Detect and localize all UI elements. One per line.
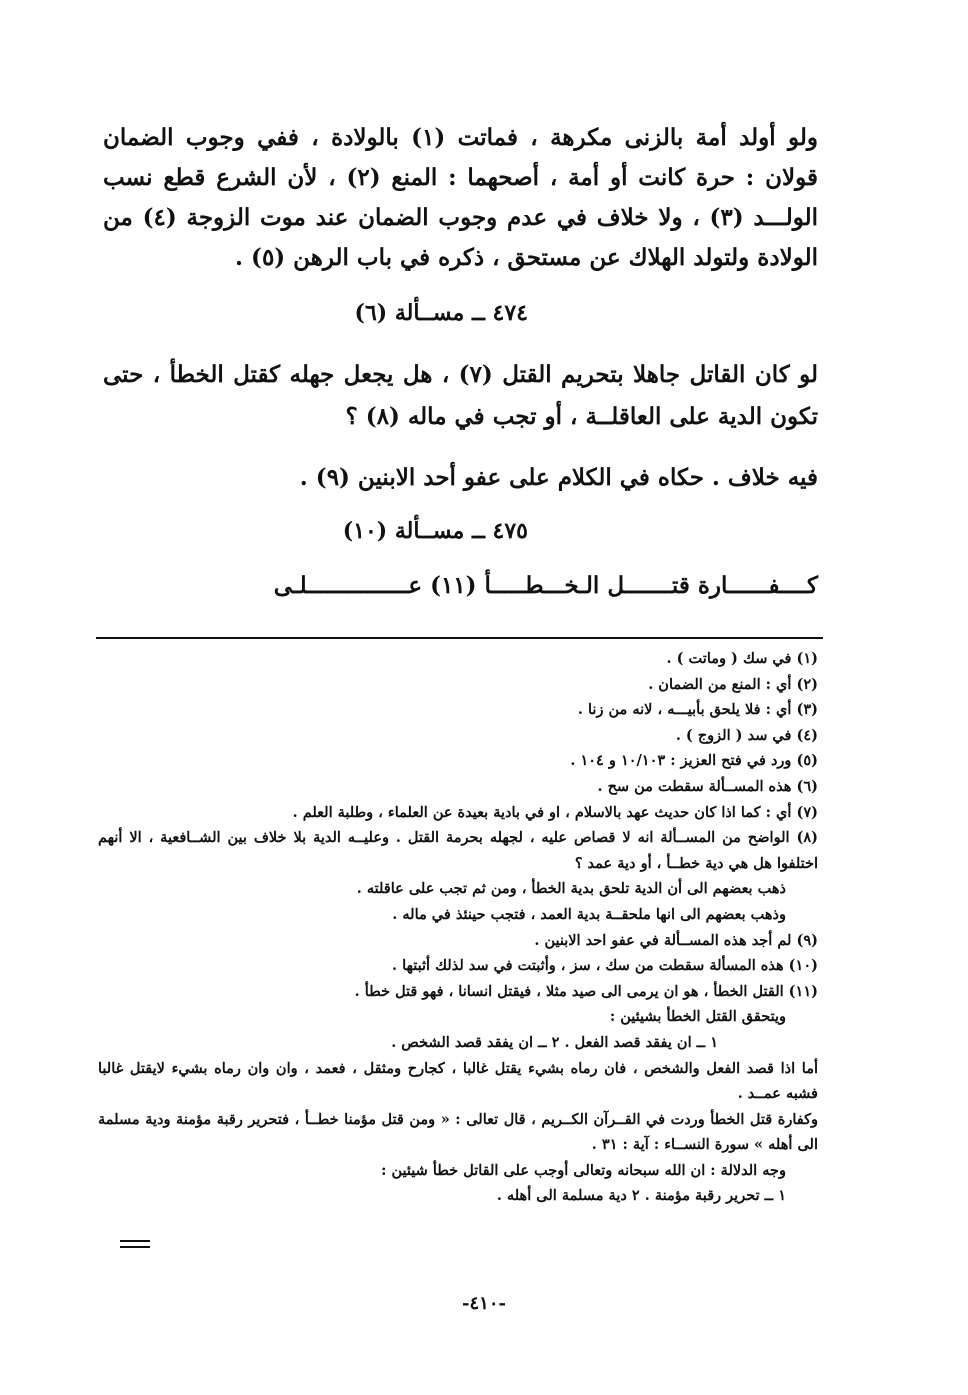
paragraph-ignorant-killer: لو كان القاتل جاهلا بتحريم القتل (٧) ، هل يجعل جهله كقتل الخطأ ، حتى تكون الدية على العاقلــة ، أو تجب في ماله (٨) ؟ (103, 361, 818, 430)
footnote-item: وجه الدلالة : ان الله سبحانه وتعالى أوجب على القاتل خطأ شيئين : (381, 1161, 786, 1179)
footnote-item: وذهب بعضهم الى انها ملحقــة بدية العمد ، فتجب حينئذ في ماله . (392, 905, 786, 923)
footnote-item: (٥) ورد في فتح العزيز : ١٠/١٠٣ و ١٠٤ . (570, 752, 818, 770)
footnote-separator (96, 637, 823, 639)
footnote-item: (٩) لم أجد هذه المســألة في عفو احد الابنين . (534, 931, 818, 949)
paragraph-disagreement: فيه خلاف . حكاه في الكلام على عفو أحد الابنين (٩) . (299, 464, 818, 491)
footnote-item: (١) في سك ( وماتت ) . (666, 650, 818, 667)
page-number: -٤١٠- (462, 1293, 506, 1314)
footnote-item: ذهب بعضهم الى أن الدية تلحق بدية الخطأ ، ومن ثم تجب على عاقلته . (356, 880, 786, 898)
expiation-title-line: كــــفــــــارة قتـــــــل الـخـــطـــــأ (١١) عـــــــــــــــلـى (273, 572, 818, 599)
footnote-item: وكفارة قتل الخطأ وردت في القــرآن الكــريم ، قال تعالى : « ومن قتل مؤمنا خطــأ ، فتحرير رقبة مؤمنة ودية مسلمة الى أهله » سورة النســاء : آية : ٣١ . (98, 1110, 818, 1154)
footnote-item: ويتحقق القتل الخطأ بشيئين : (609, 1008, 786, 1026)
footnote-item: (٣) أي : فلا يلحق بأبيـــه ، لانه من زنا . (577, 701, 818, 719)
footnote-item: ١ ــ ان يفقد قصد الفعل . ٢ ــ ان يفقد قصد الشخص . (391, 1033, 718, 1051)
footnote-item: (٦) هذه المســألة سقطت من سح . (597, 777, 818, 795)
issue-heading-474: ٤٧٤ ــ مســألة (٦) (354, 300, 528, 326)
footnote-item: (١١) القتل الخطأ ، هو ان يرمى الى صيد مثلا ، فيقتل انسانا ، فهو قتل خطأ . (354, 982, 818, 1000)
footnote-item: (٧) أي : كما اذا كان حديث عهد بالاسلام ، او في بادية بعيدة عن العلماء ، وطلبة العلم . (292, 803, 818, 821)
issue-heading-475: ٤٧٥ ــ مســألة (١٠) (342, 518, 528, 544)
footnote-item: (٨) الواضح من المســألة انه لا قصاص عليه ، لجهله بحرمة القتل . وعليــه الدية بلا خلاف بين الشــافعية ، الا أنهم اختلفوا هل هي دية خطــأ ، أو دية عمد ؟ (98, 829, 818, 872)
continuation-mark (120, 1240, 150, 1248)
footnote-item: (١٠) هذه المسألة سقطت من سك ، سز ، وأثبتت في سد لذلك أثبتها . (392, 957, 818, 975)
footnote-item: (٤) في سد ( الزوج ) . (675, 726, 818, 744)
footnote-item: أما اذا قصد الفعل والشخص ، فان رماه بشيء يقتل غالبا ، كجارح ومثقل ، فعمد ، وان وان رماه بشيء لايقتل غالبا فشبه عمــد . (98, 1059, 818, 1103)
footnote-item: ١ ــ تحرير رقبة مؤمنة . ٢ دية مسلمة الى أهله . (496, 1187, 786, 1205)
footnotes-list (98, 646, 818, 1209)
paragraph-blood-money-childbirth: ولو أولد أمة بالزنى مكرهة ، فماتت (١) بالولادة ، ففي وجوب الضمان قولان : حرة كانت أو أمة ، أصحهما : المنع (٢) ، لأن الشرع قطع نسب الولـــد (٣) ، ولا خلاف في عدم وجوب الضمان عند موت الزوجة (٤) من الولادة ولتولد الهلاك عن مستحق ، ذكره في باب الرهن (٥) . (103, 124, 819, 271)
footnote-item: (٢) أي : المنع من الضمان . (648, 675, 818, 693)
